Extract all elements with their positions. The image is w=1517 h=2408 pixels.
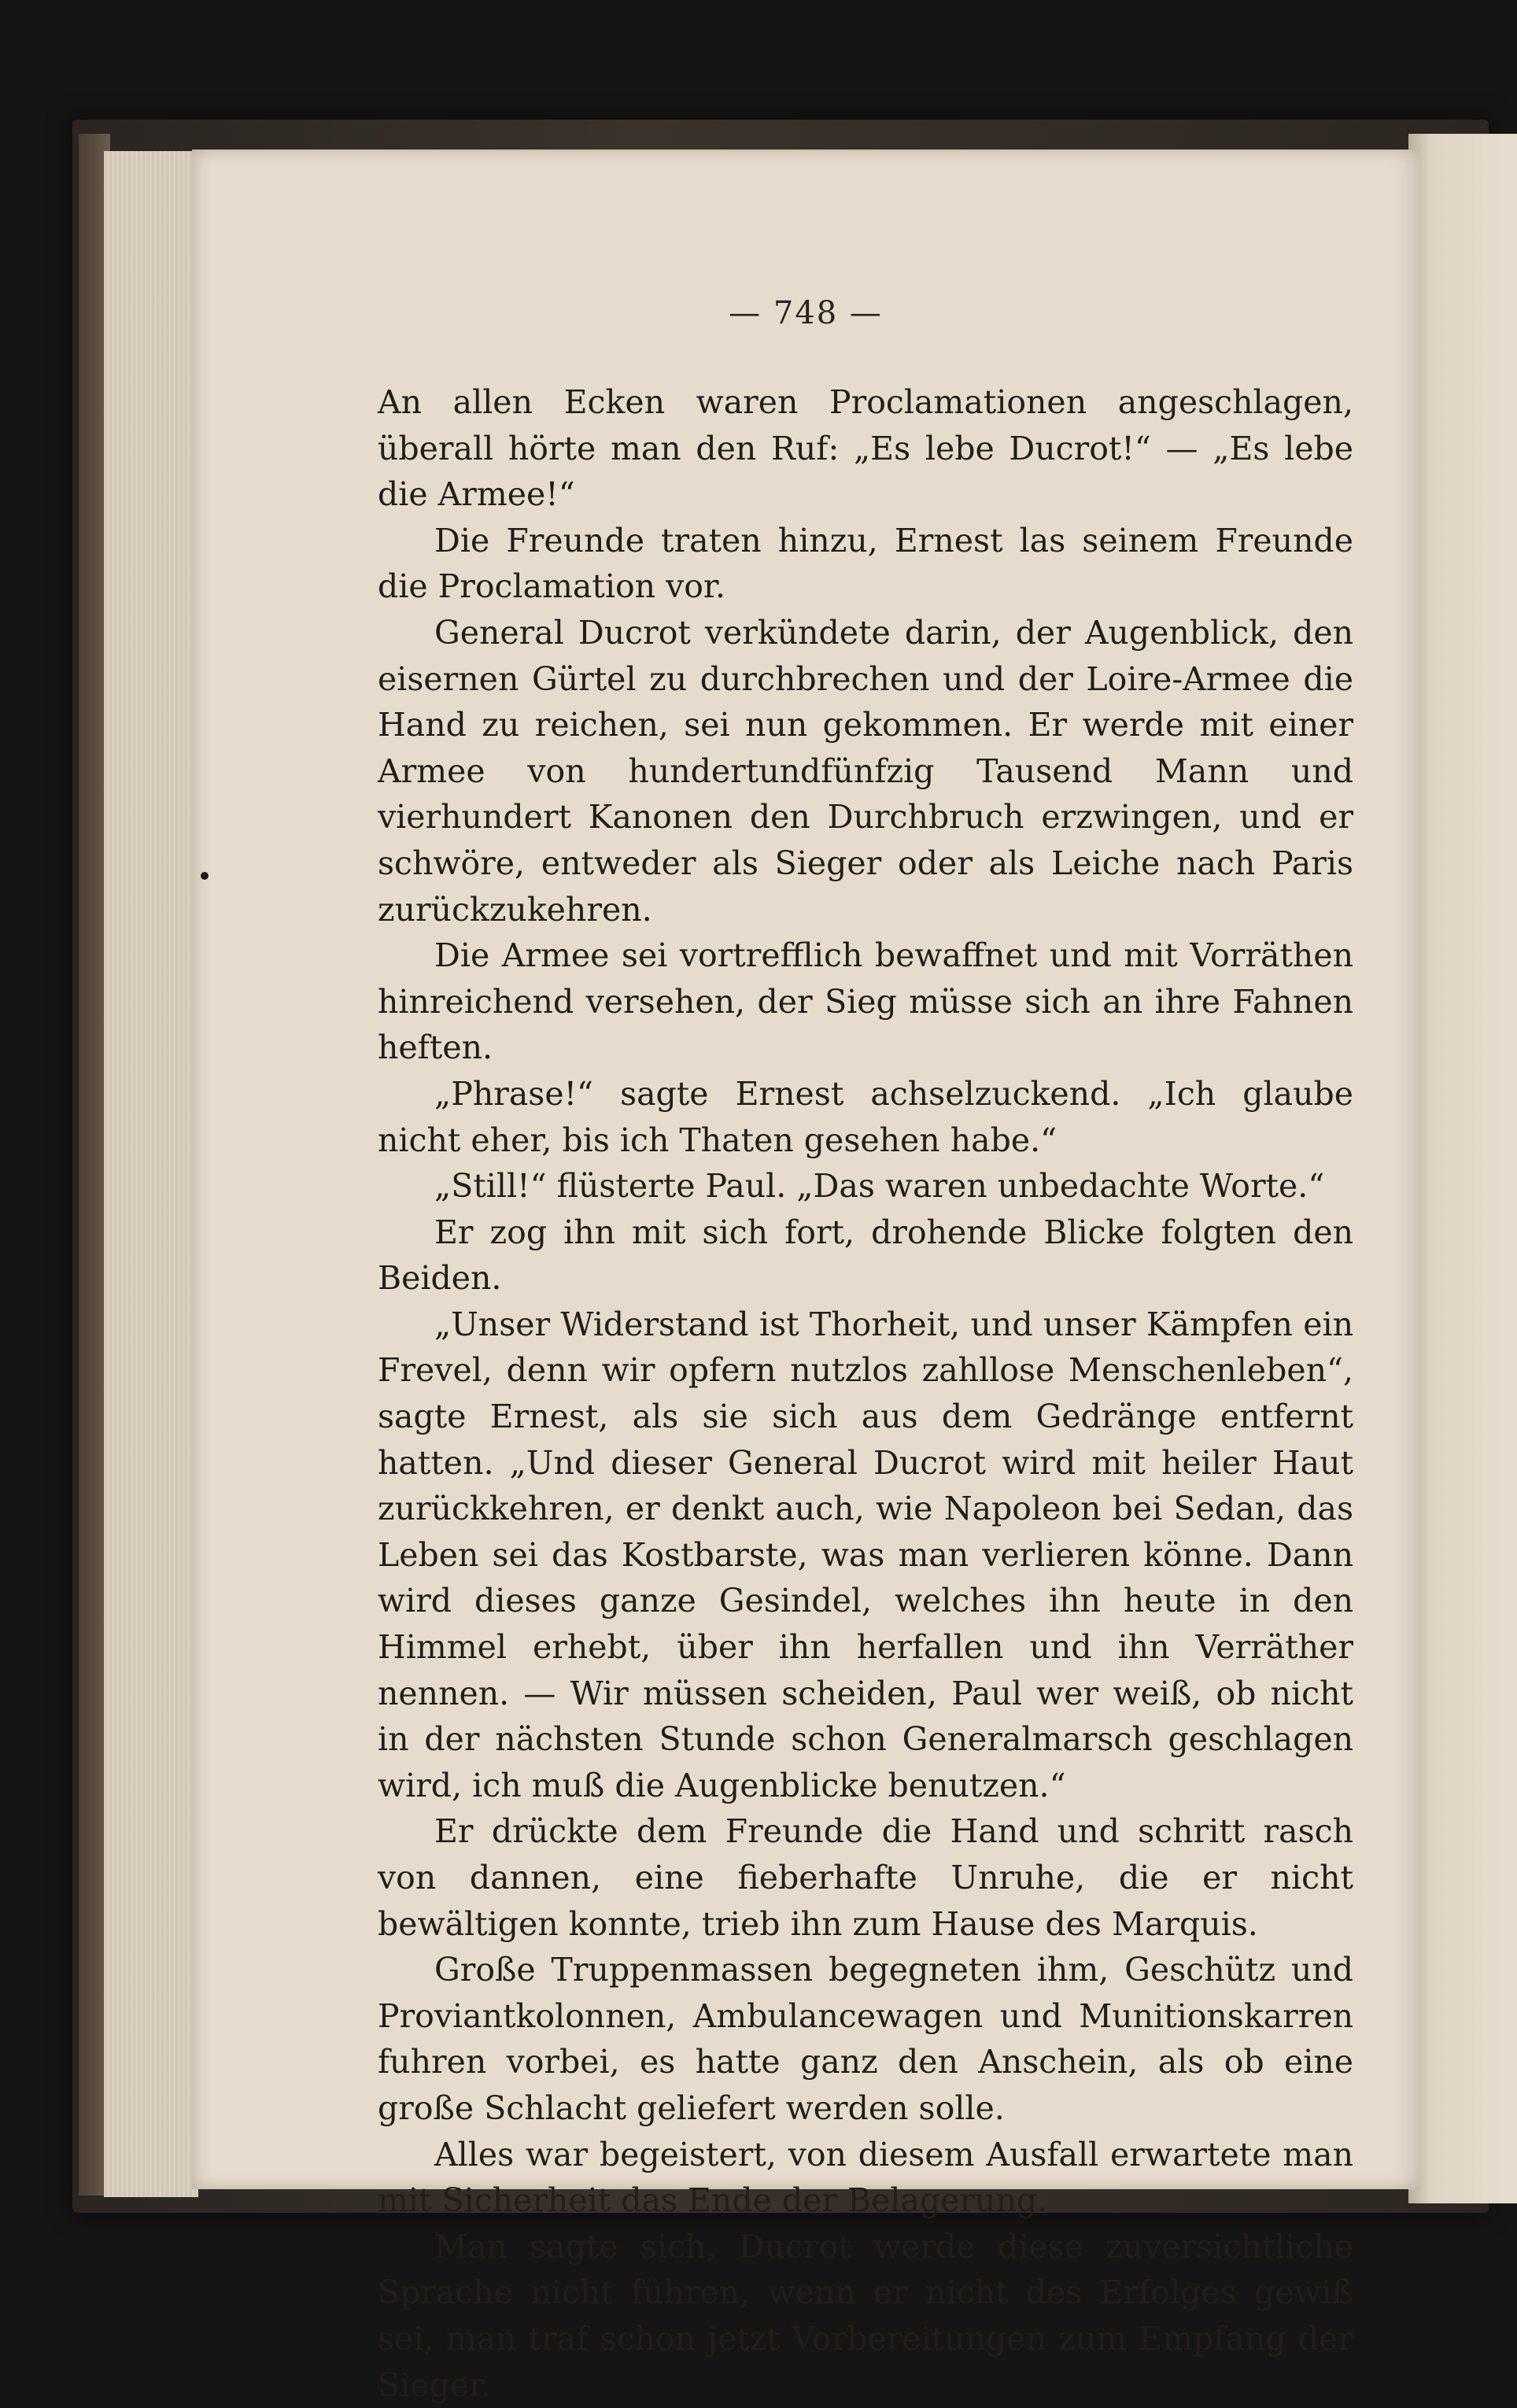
page-edges — [104, 151, 198, 2197]
paragraph: Man sagte sich, Ducrot werde diese zuversichtliche Sprache nicht führen, wenn er nicht des Erfolges gewiß sei, man traf schon jetzt Vorbereitungen zum Empfang der Sieger. — [378, 2227, 1353, 2404]
book-page — [192, 150, 1419, 2404]
paragraph: „Phrase!“ sagte Ernest achselzuckend. „Ich glaube nicht eher, bis ich Thaten gesehen habe.“ — [378, 1074, 1353, 1159]
paragraph: Er drückte dem Freunde die Hand und schritt rasch von dannen, eine fieberhafte Unruhe, die er nicht bewältigen konnte, trieb ihn zum Hause des Marquis. — [378, 1812, 1353, 1943]
paragraph: Große Truppenmassen begegneten ihm, Geschütz und Proviantkolonnen, Ambulancewagen und Munitionskarren fuhren vorbei, es hatte ganz den Anschein, als ob eine große Schlacht geliefert werden solle. — [378, 1951, 1353, 2127]
paragraph: Er zog ihn mit sich fort, drohende Blicke folgten den Beiden. — [378, 1213, 1353, 1298]
page-text — [378, 379, 1353, 2408]
page-number: — 748 — — [729, 295, 883, 331]
paragraph: General Ducrot verkündete darin, der Augenblick, den eisernen Gürtel zu durchbrechen und der Loire-Armee die Hand zu reichen, sei nun gekommen. Er werde mit einer Armee von hundertundfünfzig Tausend Mann und vierhundert Kanonen den Durchbruch erzwingen, und er schwöre, entweder als Sieger oder als Leiche nach Paris zurückzukehren. — [378, 613, 1353, 929]
paragraph: Die Freunde traten hinzu, Ernest las seinem Freunde die Proclamation vor. — [378, 521, 1353, 606]
paragraph: „Still!“ flüsterte Paul. „Das waren unbedachte Worte.“ — [434, 1167, 1325, 1206]
paragraph: Alles war begeistert, von diesem Ausfall erwartete man mit Sicherheit das Ende der Belagerung. — [378, 2135, 1353, 2220]
facing-page-edge — [1408, 134, 1517, 2203]
paragraph: Die Armee sei vortrefflich bewaffnet und mit Vorräthen hinreichend versehen, der Sieg müsse sich an ihre Fahnen heften. — [378, 936, 1353, 1067]
paragraph: An allen Ecken waren Proclamationen angeschlagen, überall hörte man den Ruf: „Es lebe Ducrot!“ — „Es lebe die Armee!“ — [378, 383, 1353, 514]
ink-mark — [201, 872, 209, 880]
paragraph: „Unser Widerstand ist Thorheit, und unser Kämpfen ein Frevel, denn wir opfern nutzlos zahllose Menschenleben“, sagte Ernest, als sie sich aus dem Gedränge entfernt hatten. „Und dieser General Ducrot wird mit heiler Haut zurückkehren, er denkt auch, wie Napoleon bei Sedan, das Leben sei das Kostbarste, was man verlieren könne. Dann wird dieses ganze Gesindel, welches ihn heute in den Himmel erhebt, über ihn herfallen und ihn Verräther nennen. — Wir müssen scheiden, Paul wer weiß, ob nicht in der nächsten Stunde schon Generalmarsch geschlagen wird, ich muß die Augenblicke benutzen.“ — [378, 1305, 1353, 1804]
